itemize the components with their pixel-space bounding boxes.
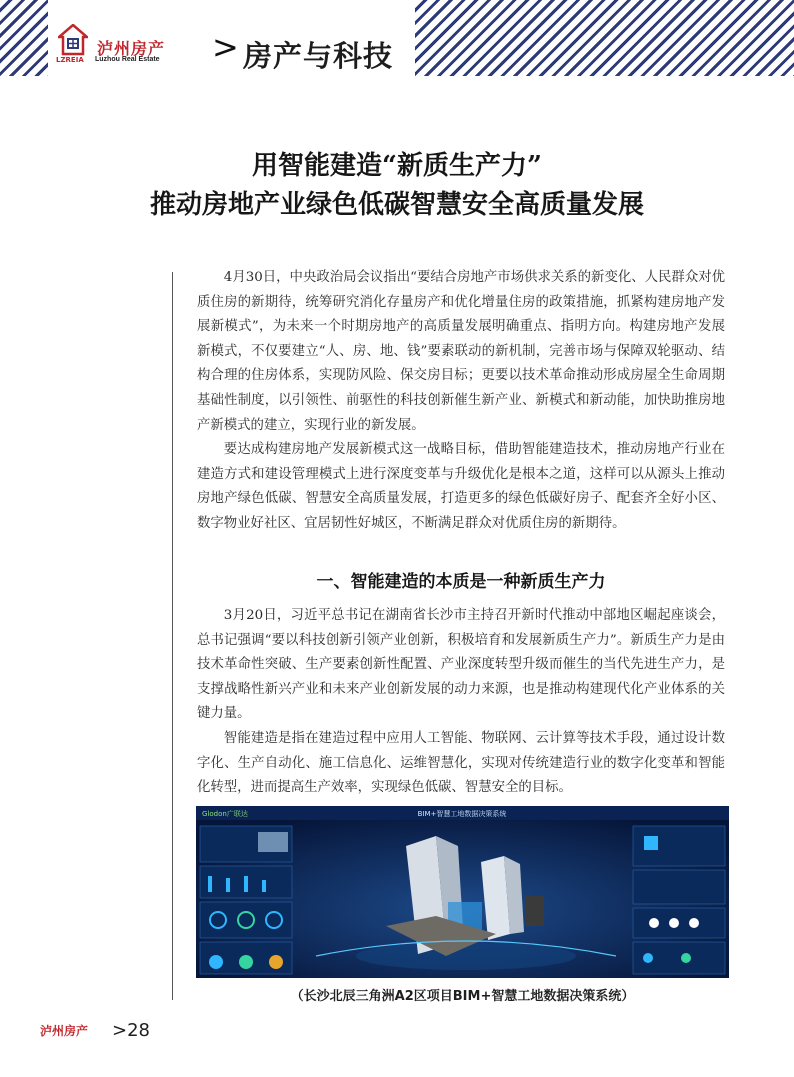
paragraph-4: 智能建造是指在建造过程中应用人工智能、物联网、云计算等技术手段，通过设计数字化、生产自动化、施工信息化、运维智慧化，实现对传统建造行业的数字化变革和智能化转型，进而提高生产效率，实现绿色低碳、智慧安全的目标。	[197, 730, 725, 796]
dashboard-title: BIM+智慧工地数据决策系统	[417, 810, 507, 818]
dashboard-brand: Glodon广联达	[202, 810, 248, 818]
header-hatch-right	[415, 0, 794, 76]
article-body-part-1	[197, 266, 725, 537]
headline-line-1: 用智能建造“新质生产力”	[252, 151, 542, 181]
paragraph-1: 4月30日，中央政治局会议指出“要结合房地产市场供求关系的新变化、人民群众对优质住房的新期待，统筹研究消化存量房产和优化增量住房的政策措施，抓紧构建房地产发展新模式”，为未来一个时期房地产的高质量发展明确重点、指明方向。构建房地产发展新模式，不仅要建立“人、房、地、钱”要素联动的新机制，完善市场与保障双轮驱动、结构合理的住房体系，实现防风险、保交房目标；更要以技术革命推动形成房屋全生命周期基础性制度，以引领性、前驱性的科技创新催生新产业、新模式和新动能，加快助推房地产新模式的建立，实现行业的新发展。	[197, 270, 725, 433]
dashboard-right-panels	[633, 826, 725, 974]
headline-line-2: 推动房地产业绿色低碳智慧安全高质量发展	[149, 190, 644, 220]
brand-name-cn: 泸州房产	[97, 39, 166, 58]
logo-caption: LZREIA	[56, 56, 84, 64]
article-body-part-2	[197, 604, 725, 801]
section-chevron: >	[212, 28, 239, 66]
figure-caption: （长沙北辰三角洲A2区项目BIM+智慧工地数据决策系统）	[290, 989, 635, 1004]
footer-brand: 泸州房产	[40, 1024, 89, 1038]
paragraph-2: 要达成构建房地产发展新模式这一战略目标，借助智能建造技术，推动房地产行业在建造方式和建设管理模式上进行深度变革与升级优化是根本之道，这样可以从源头上推动房地产绿色低碳、智慧安全高质量发展，打造更多的绿色低碳好房子、配套齐全好小区、数字物业好社区、宜居韧性好城区，不断满足群众对优质住房的新期待。	[197, 442, 725, 531]
paragraph-3: 3月20日，习近平总书记在湖南省长沙市主持召开新时代推动中部地区崛起座谈会，总书记强调“要以科技创新引领产业创新，积极培育和发展新质生产力”。新质生产力是由技术革命性突破、生产要素创新性配置、产业深度转型升级而催生的当代先进生产力，是支撑战略性新兴产业和未来产业创新发展的动力来源，也是推动构建现代化产业体系的关键力量。	[197, 608, 725, 722]
house-logo-icon	[58, 24, 88, 56]
margin-rule	[172, 272, 173, 1000]
page-number: >28	[112, 1020, 150, 1041]
brand-name-en: Luzhou Real Estate	[95, 56, 160, 63]
header-hatch-left	[0, 0, 48, 76]
section-title: 房产与科技	[243, 39, 394, 73]
section-heading: 一、智能建造的本质是一种新质生产力	[316, 572, 606, 592]
dashboard-photo	[196, 806, 729, 978]
